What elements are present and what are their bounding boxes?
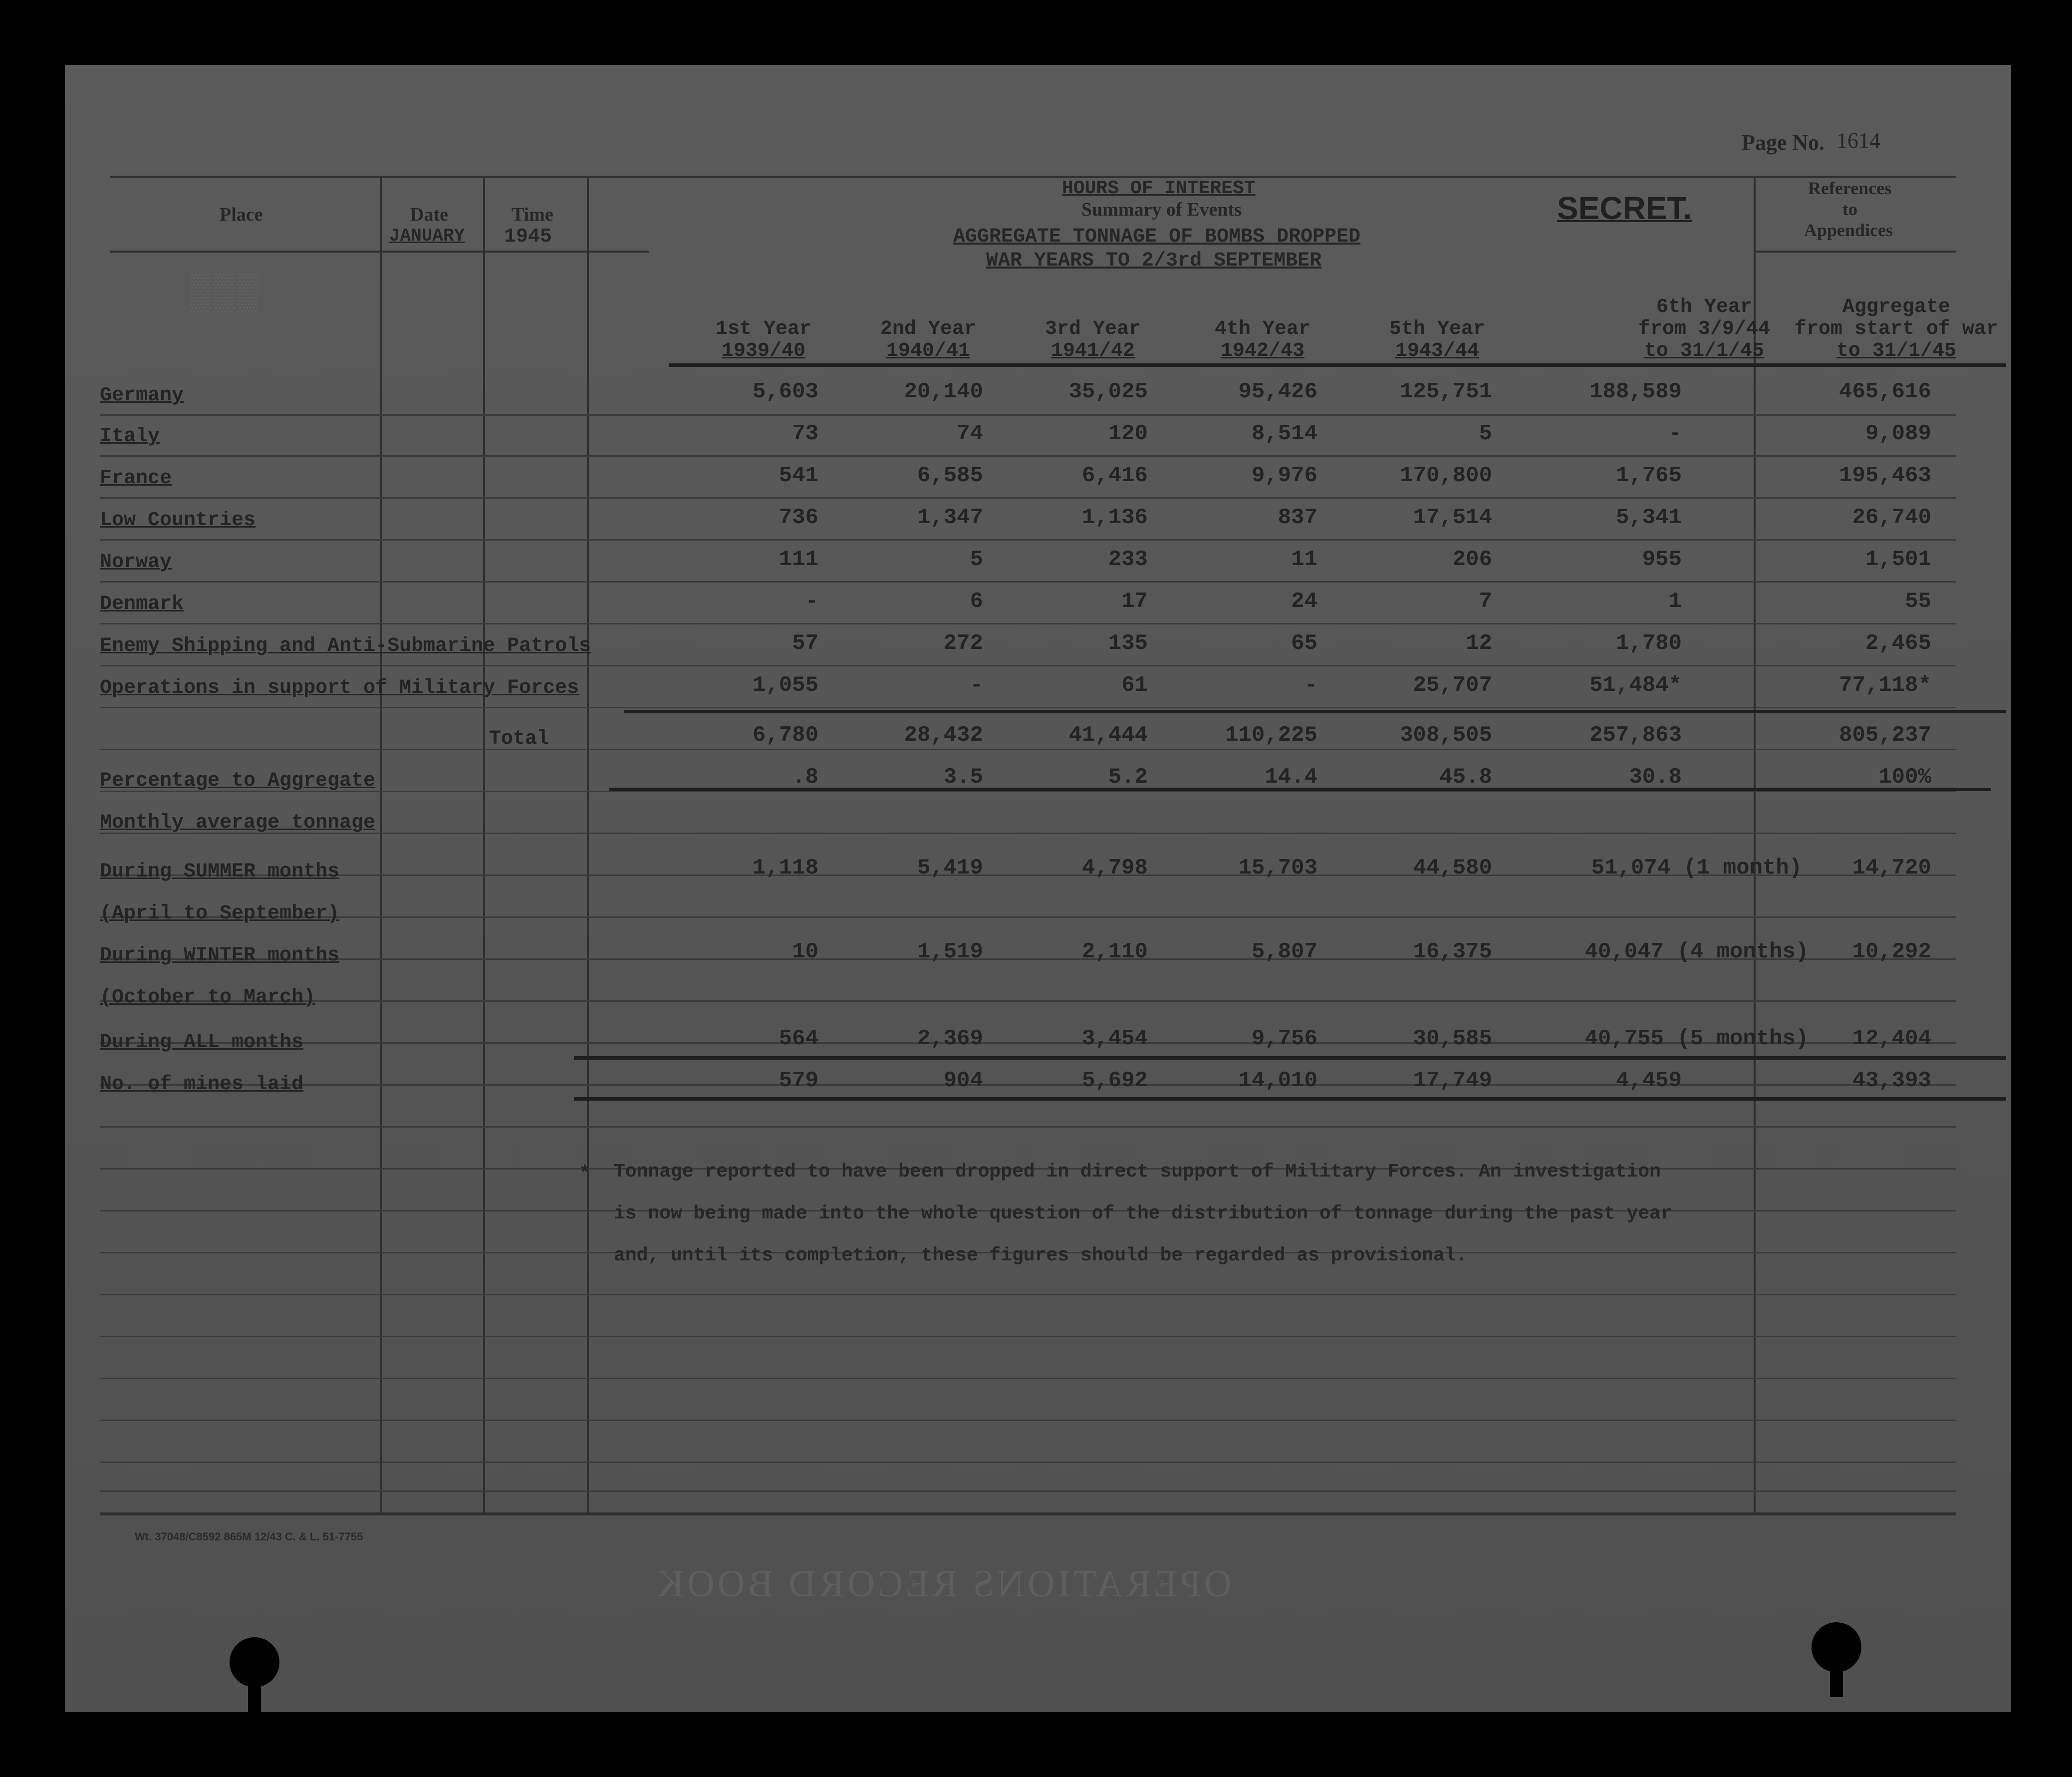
row-label-germany: Germany: [100, 384, 184, 407]
cell: 1,780: [1615, 631, 1682, 656]
table-subtitle-1: AGGREGATE TONNAGE OF BOMBS DROPPED: [953, 226, 1361, 248]
cell: -: [1668, 421, 1682, 446]
col-head-2: 2nd Year 1940/41: [880, 318, 977, 362]
row-label-all-months: During ALL months: [100, 1031, 304, 1054]
cell: 465,616: [1839, 379, 1931, 404]
cell: 35,025: [1068, 379, 1148, 404]
col-divider-time: [587, 176, 589, 1513]
cell: 955: [1642, 547, 1682, 572]
col-head-1: 1st Year 1939/40: [715, 318, 812, 362]
row-label-low-countries: Low Countries: [100, 509, 256, 532]
col-head-3: 3rd Year 1941/42: [1044, 318, 1141, 362]
summer-cell: 51,074 (1 month): [1591, 856, 1803, 881]
cell: 5: [970, 547, 983, 572]
all-months-cell: 3,454: [1081, 1026, 1148, 1051]
cell: 111: [778, 547, 818, 572]
percentage-cell: 30.8: [1629, 765, 1682, 790]
cell: 25,707: [1413, 673, 1492, 698]
cell: 55: [1905, 589, 1931, 614]
summer-cell: 14,720: [1852, 856, 1931, 881]
heading-underline: [669, 363, 2006, 367]
all-months-cell: 564: [778, 1026, 818, 1051]
col-head-7: Aggregate from start of war to 31/1/45: [1794, 296, 1999, 362]
summer-cell: 4,798: [1081, 856, 1148, 881]
all-months-cell: 2,369: [917, 1026, 983, 1051]
header-time-value: 1945: [504, 226, 552, 248]
row-label-mines: No. of mines laid: [100, 1073, 304, 1096]
col-head-5: 5th Year 1943/44: [1389, 318, 1486, 362]
cell: 61: [1121, 673, 1148, 698]
mines-cell: 4,459: [1615, 1068, 1682, 1093]
row-label-military-support: Operations in support of Military Forces: [100, 677, 579, 699]
cell: 272: [943, 631, 983, 656]
cell: 120: [1108, 421, 1148, 446]
mines-cell: 904: [943, 1068, 983, 1093]
mines-cell: 43,393: [1852, 1068, 1931, 1093]
cell: 5: [1479, 421, 1492, 446]
cell: 2,465: [1865, 631, 1931, 656]
all-months-cell: 12,404: [1852, 1026, 1931, 1051]
row-label-france: France: [100, 467, 172, 490]
row-label-denmark: Denmark: [100, 593, 184, 615]
cell: 135: [1108, 631, 1148, 656]
percentage-cell: 14.4: [1265, 765, 1317, 790]
cell: 11: [1291, 547, 1317, 572]
header-refs-1: References: [1808, 178, 1892, 198]
cell: 6,416: [1081, 463, 1148, 488]
winter-cell: 2,110: [1081, 939, 1148, 964]
secret-stamp: SECRET.: [1557, 190, 1692, 226]
header-place: Place: [220, 204, 263, 225]
cell: 95,426: [1238, 379, 1317, 404]
col-head-4: 4th Year 1942/43: [1214, 318, 1311, 362]
cell: 9,976: [1251, 463, 1317, 488]
col-divider-place: [380, 176, 382, 1513]
monthly-heading: Monthly average tonnage: [100, 812, 376, 834]
cell: 541: [778, 463, 818, 488]
cell: 17,514: [1413, 505, 1492, 530]
mines-rule: [574, 1097, 2006, 1101]
cell: 170,800: [1400, 463, 1492, 488]
row-label-percentage: Percentage to Aggregate: [100, 770, 376, 792]
winter-cell: 16,375: [1413, 939, 1492, 964]
total-cell: 41,444: [1068, 723, 1148, 748]
summer-cell: 1,118: [752, 856, 818, 881]
bleed-through-text: OPERATIONS RECORD BOOK: [654, 1563, 1232, 1605]
cell: 6,585: [917, 463, 983, 488]
cell: 1,347: [917, 505, 983, 530]
total-cell: 28,432: [904, 723, 983, 748]
total-cell: 805,237: [1839, 723, 1931, 748]
cell: 1,055: [752, 673, 818, 698]
form-sheet: [65, 65, 2011, 1712]
cell: 73: [792, 421, 818, 446]
cell: -: [970, 673, 983, 698]
mines-cell: 579: [778, 1068, 818, 1093]
row-sublabel-summer: (April to September): [100, 902, 340, 925]
row-label-total: Total: [489, 728, 549, 750]
mines-cell: 14,010: [1238, 1068, 1317, 1093]
cell: 125,751: [1400, 379, 1492, 404]
header-time: Time: [512, 204, 553, 225]
cell: 6: [970, 589, 983, 614]
row-label-italy: Italy: [100, 425, 160, 448]
percentage-cell: 3.5: [943, 765, 983, 790]
cell: 12: [1466, 631, 1492, 656]
cell: 9,089: [1865, 421, 1931, 446]
cell: 7: [1479, 589, 1492, 614]
cell: 5,603: [752, 379, 818, 404]
form-bottom-rule: [100, 1512, 1956, 1515]
cell: 74: [957, 421, 983, 446]
row-sublabel-winter: (October to March): [100, 986, 316, 1009]
col-head-6: 6th Year from 3/9/44 to 31/1/45: [1638, 296, 1771, 362]
page-number-label: Page No.: [1742, 130, 1825, 155]
mines-cell: 17,749: [1413, 1068, 1492, 1093]
summer-cell: 5,419: [917, 856, 983, 881]
header-date-value: JANUARY: [389, 226, 465, 246]
total-cell: 110,225: [1225, 723, 1317, 748]
cell: 195,463: [1839, 463, 1931, 488]
col-divider-refs: [1754, 176, 1756, 1513]
cell: 188,589: [1589, 379, 1682, 404]
winter-cell: 1,519: [917, 939, 983, 964]
winter-cell: 40,047 (4 months): [1584, 939, 1809, 964]
percentage-cell: 100%: [1878, 765, 1931, 790]
summer-cell: 15,703: [1238, 856, 1317, 881]
cell: 206: [1452, 547, 1492, 572]
cell: 77,118*: [1839, 673, 1931, 698]
cell: -: [805, 589, 818, 614]
header-refs-3: Appendices: [1804, 220, 1893, 240]
percentage-cell: 5.2: [1108, 765, 1148, 790]
total-cell: 257,863: [1589, 723, 1682, 748]
all-months-cell: 9,756: [1251, 1026, 1317, 1051]
cell: 1: [1668, 589, 1682, 614]
header-top-rule: [110, 176, 1956, 178]
all-months-rule: [574, 1056, 2006, 1060]
faded-stamp: ▒▒▒: [190, 275, 262, 314]
summer-cell: 44,580: [1413, 856, 1492, 881]
winter-cell: 10: [792, 939, 818, 964]
cell: 1,136: [1081, 505, 1148, 530]
header-summary: Summary of Events: [1081, 199, 1242, 220]
all-months-cell: 40,755 (5 months): [1584, 1026, 1809, 1051]
winter-cell: 10,292: [1852, 939, 1931, 964]
header-refs-2: to: [1842, 199, 1857, 219]
row-label-norway: Norway: [100, 551, 172, 574]
row-label-shipping: Enemy Shipping and Anti-Submarine Patrols: [100, 635, 591, 657]
cell: 837: [1278, 505, 1317, 530]
footnote-line-1: Tonnage reported to have been dropped in direct support of Military Forces. An investigation: [614, 1161, 1661, 1183]
page-number: 1614: [1836, 128, 1880, 153]
cell: 8,514: [1251, 421, 1317, 446]
footnote-line-2: is now being made into the whole question of the distribution of tonnage during the past year: [614, 1203, 1672, 1224]
percentage-cell: 45.8: [1439, 765, 1492, 790]
mines-cell: 5,692: [1081, 1068, 1148, 1093]
cell: 24: [1291, 589, 1317, 614]
cell: 233: [1108, 547, 1148, 572]
cell: 1,765: [1615, 463, 1682, 488]
cell: 736: [778, 505, 818, 530]
col-divider-date: [483, 176, 485, 1513]
row-label-summer: During SUMMER months: [100, 861, 340, 883]
cell: 20,140: [904, 379, 983, 404]
header-title: HOURS OF INTEREST: [1062, 178, 1256, 199]
total-cell: 308,505: [1400, 723, 1492, 748]
percentage-cell: .8: [792, 765, 818, 790]
header-bottom-rule: [110, 251, 649, 253]
printer-imprint: Wt. 37048/C8592 865M 12/43 C. & L. 51-7755: [135, 1530, 363, 1543]
cell: 5,341: [1615, 505, 1682, 530]
footnote-line-3: and, until its completion, these figures should be regarded as provisional.: [614, 1245, 1468, 1266]
all-months-cell: 30,585: [1413, 1026, 1492, 1051]
total-rule: [624, 710, 2006, 713]
cell: 26,740: [1852, 505, 1931, 530]
cell: 1,501: [1865, 547, 1931, 572]
cell: 51,484*: [1589, 673, 1682, 698]
row-label-winter: During WINTER months: [100, 944, 340, 967]
header-date: Date: [410, 204, 448, 225]
footnote-marker: *: [579, 1163, 591, 1185]
total-cell: 6,780: [752, 723, 818, 748]
table-subtitle-2: WAR YEARS TO 2/3rd SEPTEMBER: [986, 250, 1322, 272]
cell: -: [1304, 673, 1317, 698]
cell: 57: [792, 631, 818, 656]
cell: 17: [1121, 589, 1148, 614]
winter-cell: 5,807: [1251, 939, 1317, 964]
cell: 65: [1291, 631, 1317, 656]
